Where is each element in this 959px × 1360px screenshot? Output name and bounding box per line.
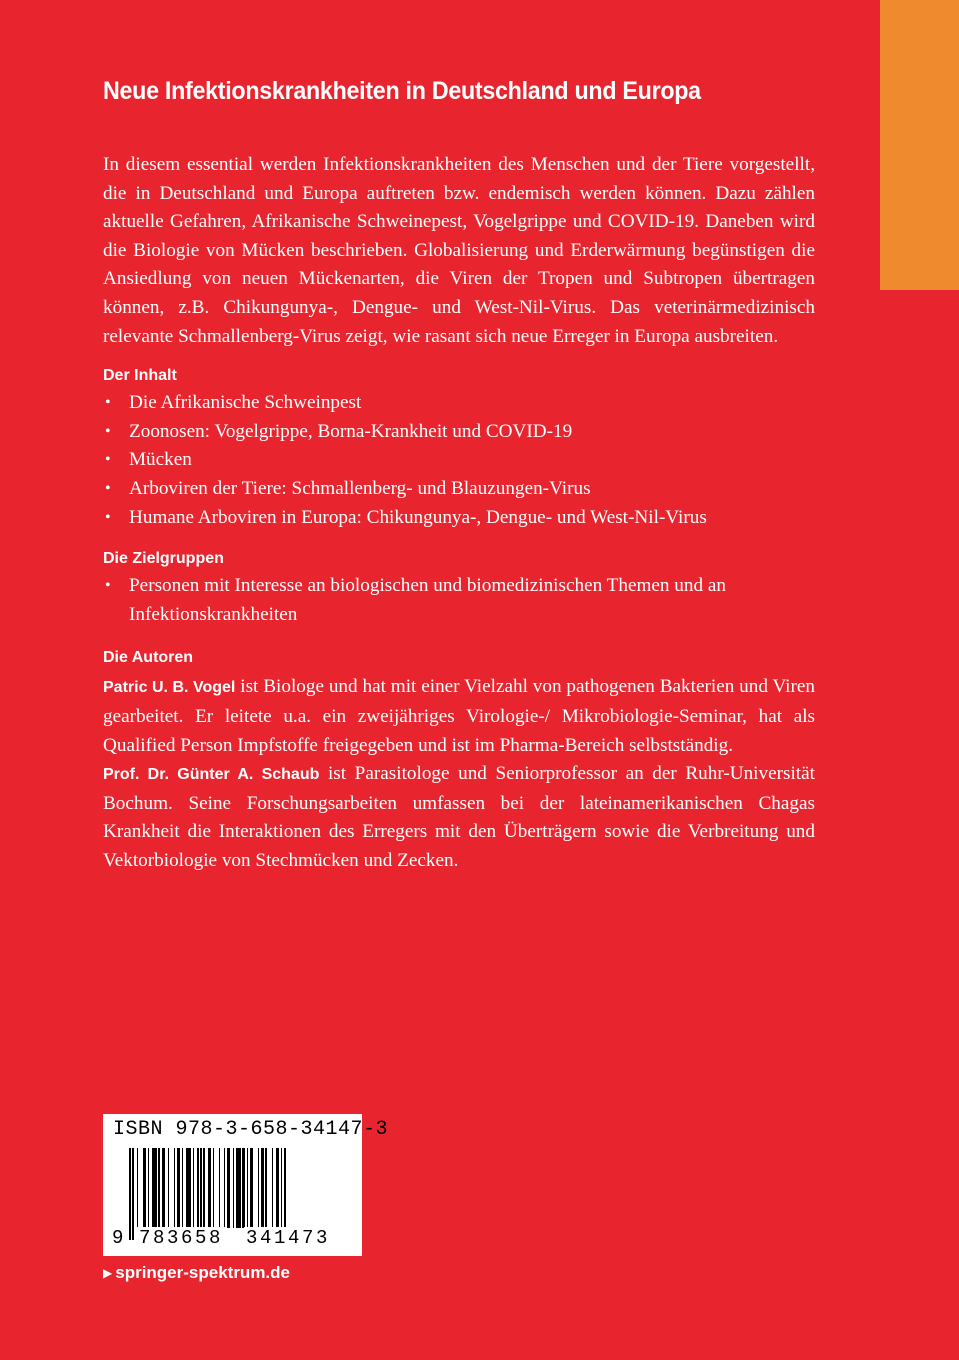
contents-heading: Der Inhalt <box>103 367 177 385</box>
barcode-bar <box>265 1148 267 1228</box>
contents-section <box>103 365 815 532</box>
barcode-bar <box>143 1148 146 1228</box>
audience-heading: Die Zielgruppen <box>103 550 224 568</box>
barcode-bar <box>182 1148 184 1228</box>
barcode-digits-right: 341473 <box>246 1227 331 1249</box>
barcode-bar <box>129 1148 131 1240</box>
barcode-bar <box>247 1148 249 1228</box>
barcode-first-digit: 9 <box>112 1227 124 1249</box>
barcode-bar <box>162 1148 165 1228</box>
back-cover-content <box>103 72 815 875</box>
list-item: • Zoonosen: Vogelgrippe, Borna-Krankheit und COVID-19 <box>103 418 815 447</box>
bullet-icon: • <box>105 508 111 526</box>
barcode-bar <box>177 1148 180 1228</box>
isbn-label: ISBN 978-3-658-34147-3 <box>113 1118 389 1141</box>
barcode-bar <box>276 1148 279 1228</box>
audience-section <box>103 548 815 629</box>
barcode-bar <box>132 1148 134 1240</box>
list-item: • Arboviren der Tiere: Schmallenberg- und Blauzungen-Virus <box>103 475 815 504</box>
barcode-bar <box>193 1148 195 1228</box>
barcode-bar <box>258 1148 260 1228</box>
barcode-bar <box>148 1148 150 1228</box>
barcode-digits-left: 783658 <box>139 1227 224 1249</box>
author1-name: Patric U. B. Vogel <box>103 679 236 697</box>
website-label: springer-spektrum.de <box>115 1263 290 1282</box>
barcode-bar <box>233 1148 235 1228</box>
author2-paragraph <box>103 760 815 875</box>
barcode-bar <box>242 1148 245 1228</box>
bullet-icon: • <box>105 394 111 412</box>
author2-bio: ist Parasitologe und Seniorprofessor an der Ruhr-Universität Bochum. Seine Forschungsarbeiten umfassen bei der lateinamerikanischen Chagas Krankheit die Interaktionen des Erregers mit den Überträgern sowie die Verbreitung und Vektorbiologie von Stechmücken und Zecken. <box>103 763 815 871</box>
barcode-bar <box>152 1148 157 1228</box>
bullet-icon: • <box>105 422 111 440</box>
barcode-bar <box>224 1148 226 1228</box>
barcode-bar <box>174 1148 176 1228</box>
list-item: • Personen mit Interesse an biologischen und biomedizinischen Themen und an Infektionskrankheiten <box>103 572 809 629</box>
intro-paragraph: In diesem essential werden Infektionskrankheiten des Menschen und der Tiere vorgestellt, die in Deutschland und Europa auftreten bzw. endemisch werden können. Dazu zählen aktuelle Gefahren, Afrikanische Schweinepest, Vogelgrippe und COVID-19. Daneben wird die Biologie von Mücken beschrieben. Globalisierung und Erderwärmung begünstigen die Ansiedlung von neuen Mückenarten, die Viren der Tropen und Subtropen übertragen können, z.B. Chikungunya-, Dengue- und West-Nil-Virus. Das veterinärmedizinisch relevante Schmallenberg-Virus zeigt, wie rasant sich neue Erreger in Europa ausbreiten. <box>103 154 815 347</box>
barcode-bar <box>168 1148 170 1228</box>
authors-heading: Die Autoren <box>103 649 194 667</box>
isbn-barcode <box>103 1114 389 1256</box>
book-title: Neue Infektionskrankheiten in Deutschland und Europa <box>103 77 701 105</box>
contents-list <box>103 389 815 532</box>
barcode-bar <box>137 1148 139 1228</box>
list-item: • Humane Arboviren in Europa: Chikungunya-, Dengue- und West-Nil-Virus <box>103 504 719 533</box>
orange-tab <box>880 0 959 290</box>
barcode-bar <box>186 1148 191 1228</box>
barcode-bar <box>197 1148 199 1228</box>
barcode-bar <box>158 1148 160 1228</box>
authors-section <box>103 647 815 875</box>
barcode-bar <box>236 1148 241 1228</box>
website-link[interactable] <box>103 1263 290 1283</box>
barcode-bar <box>250 1148 253 1228</box>
barcode-bar <box>261 1148 264 1228</box>
bullet-icon: • <box>105 479 111 497</box>
arrow-right-icon: ▶ <box>103 1266 113 1280</box>
barcode-bar <box>200 1148 202 1228</box>
author1-paragraph <box>103 673 815 760</box>
list-item: • Die Afrikanische Schweinpest <box>103 389 815 418</box>
barcode-bar <box>219 1148 221 1228</box>
bullet-icon: • <box>105 451 111 469</box>
author1-bio: ist Biologe und hat mit einer Vielzahl von pathogenen Bakterien und Viren gearbeitet. Er leitete u.a. ein zweijähriges Virologie-/ Mikrobiologie-Seminar, hat als Qualified Person Impfstoffe freigegeben und ist im Pharma-Bereich selbstständig. <box>103 676 815 756</box>
barcode-bar <box>227 1148 230 1228</box>
barcode-bar <box>272 1148 274 1228</box>
barcode-bar <box>213 1148 215 1228</box>
bullet-icon: • <box>105 577 111 595</box>
author2-name: Prof. Dr. Günter A. Schaub <box>103 766 320 784</box>
audience-list <box>103 572 815 629</box>
list-item: • Mücken <box>103 446 815 475</box>
